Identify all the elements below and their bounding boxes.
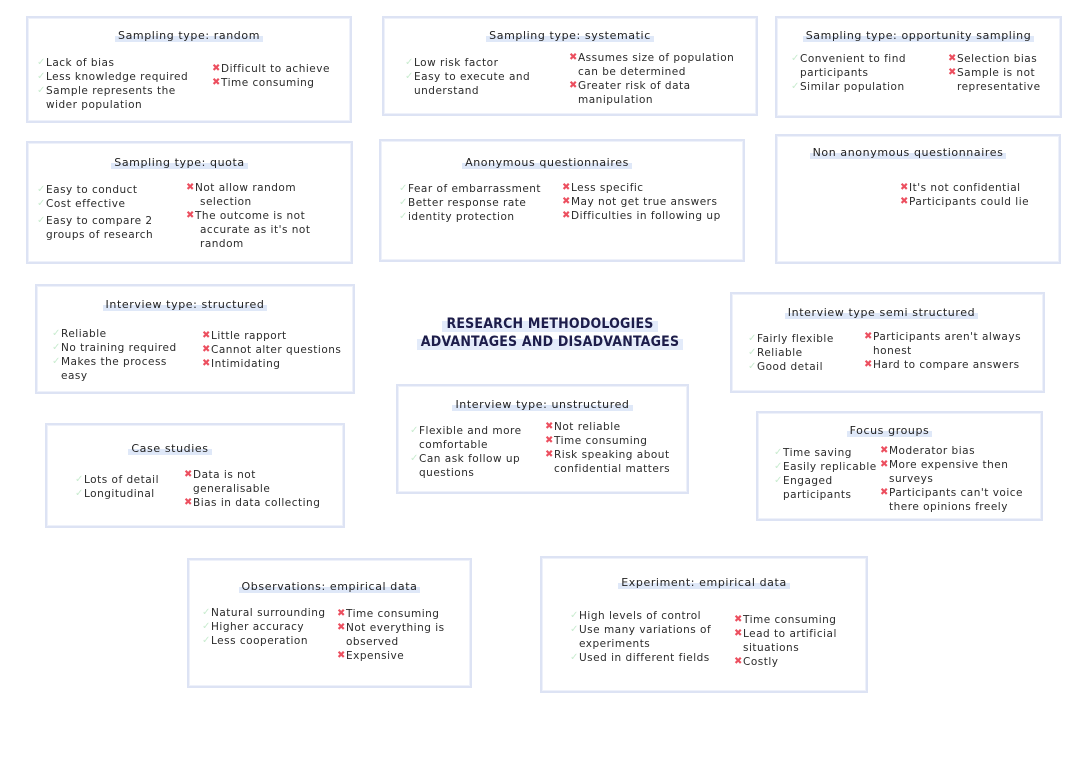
check-icon: ✓	[748, 361, 757, 372]
list-item: ✖ Time consuming	[337, 608, 440, 620]
list-item: ✓ Less knowledge required	[37, 71, 189, 83]
check-icon: ✓	[399, 197, 408, 208]
pros-list	[202, 606, 326, 648]
list-item: ✓ Longitudinal	[75, 488, 155, 500]
cons-list	[864, 330, 1021, 372]
check-icon: ✓	[37, 57, 46, 68]
check-icon: ✓	[405, 57, 414, 68]
check-icon: ✓	[774, 461, 783, 472]
cross-icon: ✖	[545, 435, 554, 446]
cross-icon: ✖	[880, 459, 889, 470]
check-icon: ✓	[202, 635, 211, 646]
check-icon: ✓	[570, 610, 579, 621]
list-item: ✓ Engaged	[774, 475, 833, 487]
check-icon: ✓	[52, 328, 61, 339]
main-title	[405, 315, 695, 351]
cross-icon: ✖	[734, 628, 743, 639]
card-non-anonymous-questionnaires	[775, 134, 1061, 264]
cross-icon: ✖	[569, 80, 578, 91]
list-item: ✖ Hard to compare answers	[864, 359, 1020, 371]
list-item: ✓ Makes the process	[52, 356, 167, 368]
list-item: ✖ Time consuming	[545, 435, 648, 447]
list-item: ✓ Reliable	[52, 328, 107, 340]
card-title: Case studies	[0, 442, 343, 455]
list-item: ✓ Use many variations of	[570, 624, 712, 636]
list-item: confidential matters	[554, 463, 671, 475]
check-icon: ✓	[570, 652, 579, 663]
list-item: ✓ Good detail	[748, 361, 823, 373]
card-title: Sampling type: systematic	[384, 29, 756, 42]
check-icon: ✓	[37, 198, 46, 209]
list-item: ✖ Less specific	[562, 182, 644, 194]
list-item: manipulation	[578, 94, 654, 106]
pros-list	[410, 424, 522, 480]
pros-list	[405, 56, 530, 98]
list-item: surveys	[889, 473, 934, 485]
list-item: groups of research	[46, 229, 154, 241]
main-title-line1: RESEARCH METHODOLOGIES	[442, 316, 657, 332]
cross-icon: ✖	[186, 182, 195, 193]
card-sampling-systematic	[382, 16, 758, 116]
check-icon: ✓	[75, 474, 84, 485]
list-item: ✓ Natural surrounding	[202, 607, 326, 619]
check-icon: ✓	[52, 342, 61, 353]
cons-list	[202, 329, 341, 371]
cons-list	[569, 51, 734, 107]
check-icon: ✓	[791, 81, 800, 92]
check-icon: ✓	[748, 347, 757, 358]
list-item: ✓ Can ask follow up	[410, 453, 521, 465]
card-title: Observations: empirical data	[189, 580, 470, 593]
cross-icon: ✖	[569, 52, 578, 63]
list-item: ✖ Little rapport	[202, 330, 287, 342]
list-item: ✖ Lead to artificial	[734, 628, 837, 640]
cross-icon: ✖	[900, 196, 909, 207]
check-icon: ✓	[52, 356, 61, 367]
cons-list	[184, 468, 320, 510]
card-title: Sampling type: random	[28, 29, 350, 42]
pros-list	[748, 332, 834, 374]
list-item: ✖ Expensive	[337, 650, 405, 662]
list-item: ✓ identity protection	[399, 211, 515, 223]
list-item: easy	[61, 370, 88, 382]
pros-list	[570, 609, 711, 665]
list-item: observed	[346, 636, 399, 648]
list-item: ✓ Easy to execute and	[405, 71, 531, 83]
check-icon: ✓	[37, 215, 46, 226]
check-icon: ✓	[399, 183, 408, 194]
card-title: Non anonymous questionnaires	[757, 146, 1059, 159]
cross-icon: ✖	[186, 210, 195, 221]
list-item: situations	[743, 642, 800, 654]
list-item: ✓ Low risk factor	[405, 57, 499, 69]
pros-list	[774, 446, 877, 502]
list-item: ✓ Flexible and more	[410, 425, 522, 437]
list-item: ✖ Costly	[734, 656, 779, 668]
list-item: generalisable	[193, 483, 271, 495]
list-item: ✖ Selection bias	[948, 53, 1038, 65]
card-experiment	[540, 556, 868, 693]
card-focus-groups	[756, 411, 1043, 521]
list-item: ✓ Easy to conduct	[37, 184, 138, 196]
list-item: ✓ Time saving	[774, 447, 852, 459]
cons-list	[734, 613, 837, 669]
cross-icon: ✖	[184, 469, 193, 480]
main-title-line2: ADVANTAGES AND DISADVANTAGES	[417, 334, 683, 350]
cross-icon: ✖	[880, 445, 889, 456]
check-icon: ✓	[791, 53, 800, 64]
list-item: ✓ Less cooperation	[202, 635, 309, 647]
cross-icon: ✖	[880, 487, 889, 498]
list-item: selection	[200, 196, 252, 208]
check-icon: ✓	[748, 333, 757, 344]
cons-list	[545, 420, 670, 476]
list-item: questions	[419, 467, 475, 479]
check-icon: ✓	[410, 453, 419, 464]
card-interview-structured	[35, 284, 355, 394]
card-title: Experiment: empirical data	[542, 576, 866, 589]
list-item: ✖ Participants aren't always	[864, 331, 1022, 343]
list-item: ✓ Sample represents the	[37, 85, 176, 97]
list-item: ✓ Easy to compare 2	[37, 215, 153, 227]
cons-list	[562, 181, 721, 223]
list-item: ✓ Convenient to find	[791, 53, 907, 65]
list-item: ✖ Greater risk of data	[569, 80, 691, 92]
card-case-studies	[45, 423, 345, 528]
list-item: ✓ High levels of control	[570, 610, 702, 622]
pros-list	[52, 327, 177, 383]
card-anonymous-questionnaires	[379, 139, 745, 262]
pros-list	[399, 182, 541, 224]
list-item: random	[200, 238, 244, 250]
cross-icon: ✖	[734, 614, 743, 625]
check-icon: ✓	[37, 71, 46, 82]
list-item: ✖ Data is not	[184, 469, 256, 481]
list-item: ✓ Lack of bias	[37, 57, 115, 69]
cross-icon: ✖	[562, 196, 571, 207]
pros-list	[75, 473, 159, 501]
cross-icon: ✖	[202, 330, 211, 341]
list-item: ✓ Easily replicable	[774, 461, 877, 473]
cons-list	[948, 52, 1041, 94]
cons-list	[212, 62, 330, 90]
list-item: representative	[957, 81, 1041, 93]
check-icon: ✓	[75, 488, 84, 499]
list-item: honest	[873, 345, 912, 357]
check-icon: ✓	[399, 211, 408, 222]
cross-icon: ✖	[337, 650, 346, 661]
cross-icon: ✖	[864, 331, 873, 342]
card-title: Interview type semi structured	[720, 306, 1043, 319]
list-item: ✓ Fairly flexible	[748, 333, 834, 345]
check-icon: ✓	[202, 621, 211, 632]
card-sampling-random	[26, 16, 352, 123]
list-item: ✓ Reliable	[748, 347, 803, 359]
cross-icon: ✖	[734, 656, 743, 667]
cross-icon: ✖	[337, 622, 346, 633]
cons-list	[880, 444, 1023, 514]
list-item: ✖ Not reliable	[545, 421, 621, 433]
list-item: ✖ Difficult to achieve	[212, 63, 330, 75]
cross-icon: ✖	[948, 67, 957, 78]
card-interview-unstructured	[396, 384, 689, 494]
list-item: ✖ Cannot alter questions	[202, 344, 342, 356]
list-item: ✖ It's not confidential	[900, 182, 1021, 194]
cross-icon: ✖	[337, 608, 346, 619]
check-icon: ✓	[405, 71, 414, 82]
list-item: participants	[783, 489, 852, 501]
cons-list	[900, 181, 1029, 209]
check-icon: ✓	[37, 85, 46, 96]
check-icon: ✓	[37, 184, 46, 195]
list-item: ✖ Participants can't voice	[880, 487, 1024, 499]
list-item: comfortable	[419, 439, 488, 451]
card-title: Anonymous questionnaires	[351, 156, 743, 169]
list-item: ✖ Difficulties in following up	[562, 210, 721, 222]
card-title: Interview type: unstructured	[398, 398, 687, 411]
card-title: Interview type: structured	[17, 298, 353, 311]
cross-icon: ✖	[948, 53, 957, 64]
cross-icon: ✖	[545, 449, 554, 460]
cons-list	[186, 181, 310, 251]
list-item: ✖ The outcome is not	[186, 210, 306, 222]
list-item: ✖ Moderator bias	[880, 445, 976, 457]
list-item: understand	[414, 85, 480, 97]
cross-icon: ✖	[562, 182, 571, 193]
cross-icon: ✖	[545, 421, 554, 432]
cross-icon: ✖	[562, 210, 571, 221]
list-item: ✖ May not get true answers	[562, 196, 718, 208]
list-item: ✖ Bias in data collecting	[184, 497, 321, 509]
list-item: participants	[800, 67, 869, 79]
check-icon: ✓	[774, 447, 783, 458]
cross-icon: ✖	[184, 497, 193, 508]
card-title: Sampling type: opportunity sampling	[777, 29, 1060, 42]
list-item: ✖ Not everything is	[337, 622, 445, 634]
card-sampling-quota	[26, 141, 353, 264]
cross-icon: ✖	[864, 359, 873, 370]
list-item: ✓ Lots of detail	[75, 474, 159, 486]
card-sampling-opportunity	[775, 16, 1062, 118]
pros-list	[37, 183, 153, 242]
card-title: Focus groups	[738, 424, 1041, 437]
cross-icon: ✖	[212, 77, 221, 88]
list-item: there opinions freely	[889, 501, 1008, 513]
pros-list	[791, 52, 906, 94]
list-item: accurate as it's not	[200, 224, 311, 236]
list-item: ✖ Time consuming	[734, 614, 837, 626]
cross-icon: ✖	[212, 63, 221, 74]
list-item: ✓ Better response rate	[399, 197, 527, 209]
list-item: ✖ Assumes size of population	[569, 52, 735, 64]
check-icon: ✓	[570, 624, 579, 635]
list-item: ✖ Participants could lie	[900, 196, 1030, 208]
cross-icon: ✖	[202, 358, 211, 369]
list-item: ✖ Risk speaking about	[545, 449, 670, 461]
list-item: ✓ Cost effective	[37, 198, 126, 210]
check-icon: ✓	[410, 425, 419, 436]
check-icon: ✓	[202, 607, 211, 618]
pros-list	[37, 56, 188, 112]
cross-icon: ✖	[202, 344, 211, 355]
list-item: ✓ Used in different fields	[570, 652, 710, 664]
cross-icon: ✖	[900, 182, 909, 193]
card-interview-semi-structured	[730, 292, 1045, 393]
check-icon: ✓	[774, 475, 783, 486]
card-title: Sampling type: quota	[8, 156, 351, 169]
list-item: ✖ More expensive then	[880, 459, 1009, 471]
list-item: ✓ Similar population	[791, 81, 905, 93]
list-item: ✓ Higher accuracy	[202, 621, 305, 633]
list-item: ✓ No training required	[52, 342, 177, 354]
list-item: wider population	[46, 99, 143, 111]
list-item: ✖ Not allow random	[186, 182, 297, 194]
list-item: experiments	[579, 638, 651, 650]
list-item: ✖ Sample is not	[948, 67, 1036, 79]
list-item: ✓ Fear of embarrassment	[399, 183, 542, 195]
list-item: ✖ Intimidating	[202, 358, 281, 370]
cons-list	[337, 607, 445, 663]
list-item: can be determined	[578, 66, 686, 78]
list-item: ✖ Time consuming	[212, 77, 315, 89]
card-observations	[187, 558, 472, 688]
